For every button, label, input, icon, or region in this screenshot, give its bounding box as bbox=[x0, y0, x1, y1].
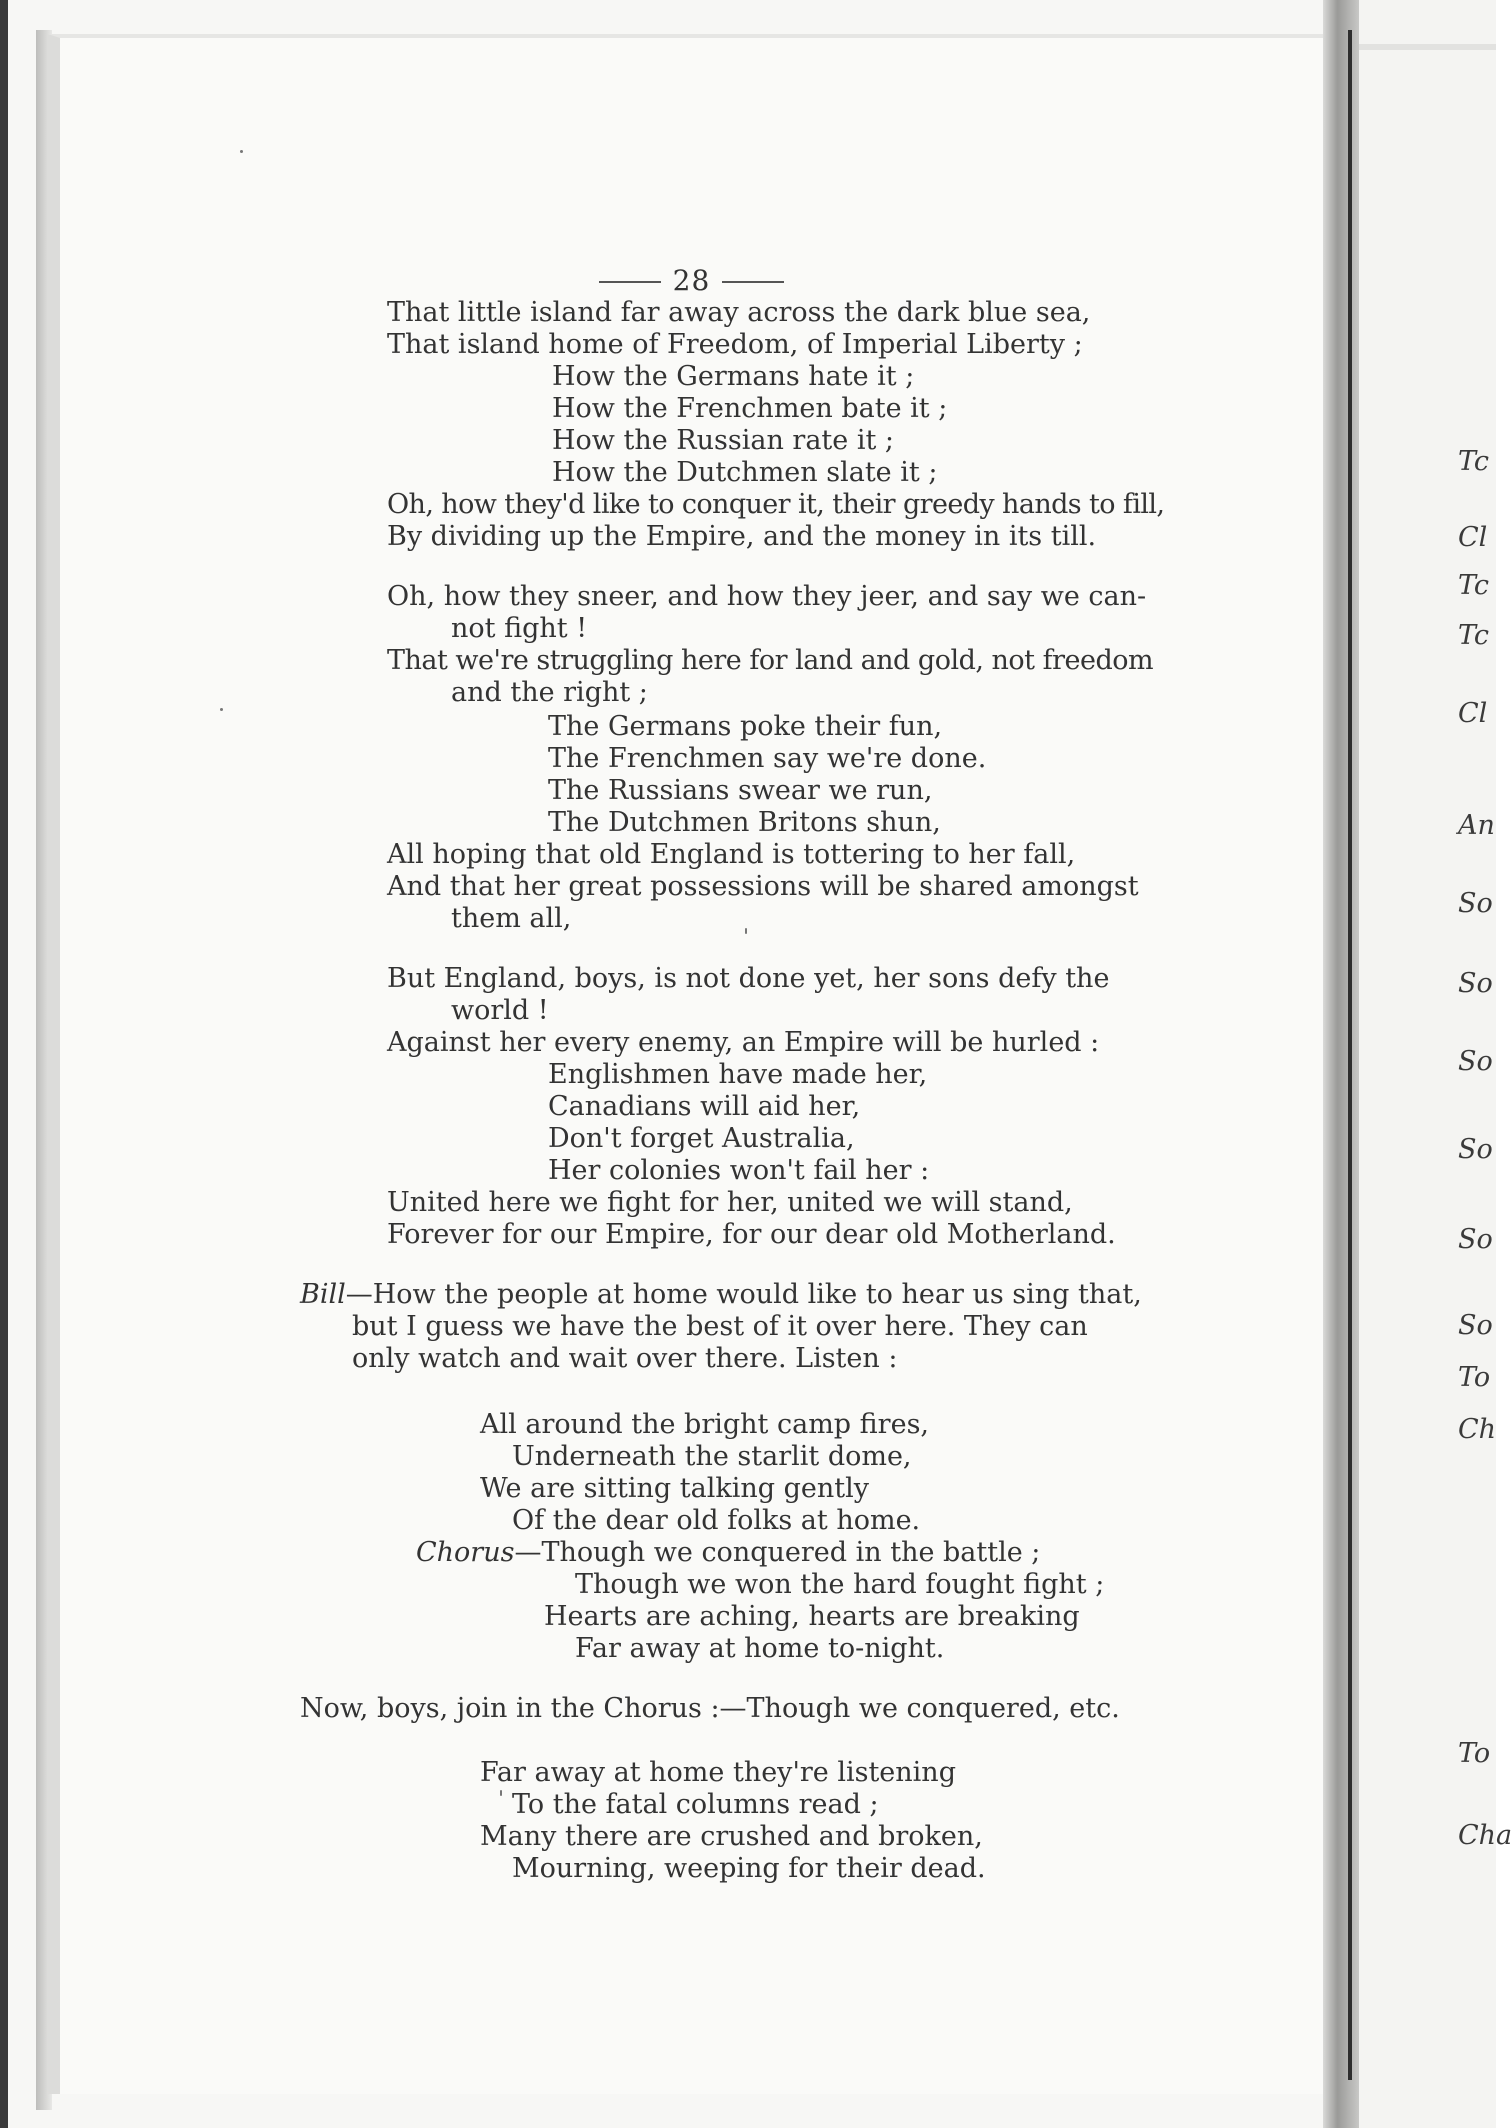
scan-left-border bbox=[0, 0, 8, 2128]
stanza1-line-6: How the Dutchmen slate it ; bbox=[552, 457, 938, 488]
scan-speck bbox=[220, 708, 223, 711]
stanza2-line-3: That we're struggling here for land and gold, not freedom bbox=[387, 645, 1154, 676]
stanza1-line-3: How the Germans hate it ; bbox=[552, 361, 915, 392]
right-fragment-15: To bbox=[1458, 1738, 1491, 1769]
stanza1-line-4: How the Frenchmen bate it ; bbox=[552, 393, 948, 424]
right-fragment-16: Cha bbox=[1458, 1820, 1512, 1851]
right-fragment-3: Tc bbox=[1458, 570, 1490, 601]
song2-line-1: Far away at home they're listening bbox=[480, 1757, 956, 1788]
stanza3-line-4: Englishmen have made her, bbox=[548, 1059, 928, 1090]
right-page-top-edge bbox=[1359, 44, 1496, 50]
stanza2-line-6: The Frenchmen say we're done. bbox=[548, 743, 987, 774]
dialogue-line-2: but I guess we have the best of it over here. They can bbox=[352, 1311, 1088, 1342]
stanza2-line-10: And that her great possessions will be shared amongst bbox=[387, 871, 1139, 902]
stanza1-line-5: How the Russian rate it ; bbox=[552, 425, 895, 456]
stanza1-line-8: By dividing up the Empire, and the money in its till. bbox=[387, 521, 1097, 552]
left-page bbox=[48, 34, 1323, 2094]
stanza3-line-3: Against her every enemy, an Empire will be hurled : bbox=[387, 1027, 1100, 1058]
stanza2-line-8: The Dutchmen Britons shun, bbox=[548, 807, 941, 838]
right-fragment-4: Tc bbox=[1458, 620, 1490, 651]
right-fragment-11: So bbox=[1458, 1224, 1493, 1255]
right-fragment-14: Ch bbox=[1458, 1414, 1497, 1445]
stanza2-line-11: them all, bbox=[451, 903, 572, 934]
scan-speck bbox=[240, 150, 243, 153]
scan-speck bbox=[500, 1790, 502, 1796]
right-fragment-9: So bbox=[1458, 1046, 1493, 1077]
song1-line-1: All around the bright camp fires, bbox=[480, 1409, 930, 1440]
stanza3-line-6: Don't forget Australia, bbox=[548, 1123, 855, 1154]
stanza2-line-7: The Russians swear we run, bbox=[548, 775, 933, 806]
stanza3-line-9: Forever for our Empire, for our dear old Motherland. bbox=[387, 1219, 1116, 1250]
poem-text bbox=[60, 38, 1323, 2094]
song2-line-3: Many there are crushed and broken, bbox=[480, 1821, 983, 1852]
stanza3-line-5: Canadians will aid her, bbox=[548, 1091, 861, 1122]
chorus-text-1: —Though we conquered in the battle ; bbox=[514, 1537, 1041, 1568]
right-fragment-12: So bbox=[1458, 1310, 1493, 1341]
right-fragment-2: Cl bbox=[1458, 522, 1488, 553]
stanza2-line-9: All hoping that old England is tottering to her fall, bbox=[387, 839, 1076, 870]
chorus-instruction: Now, boys, join in the Chorus :—Though we conquered, etc. bbox=[300, 1693, 1120, 1724]
right-fragment-6: An bbox=[1458, 810, 1495, 841]
song1-line-3: We are sitting talking gently bbox=[480, 1473, 869, 1504]
stanza2-line-5: The Germans poke their fun, bbox=[548, 711, 943, 742]
song1-line-2: Underneath the starlit dome, bbox=[512, 1441, 912, 1472]
chorus-line-1 bbox=[416, 1536, 1040, 1570]
right-fragment-10: So bbox=[1458, 1134, 1493, 1165]
gutter-dark-line bbox=[1348, 30, 1352, 2080]
stanza1-line-2: That island home of Freedom, of Imperial Liberty ; bbox=[387, 329, 1083, 360]
right-page-edge bbox=[1359, 0, 1512, 2128]
chorus-line-2: Though we won the hard fought fight ; bbox=[575, 1569, 1105, 1600]
chorus-label: Chorus bbox=[416, 1537, 515, 1568]
page-number-value: 28 bbox=[672, 264, 711, 297]
dialogue-text-1: —How the people at home would like to hear us sing that, bbox=[345, 1279, 1142, 1310]
dialogue-line-1 bbox=[300, 1278, 1142, 1312]
dialogue-line-3: only watch and wait over there. Listen : bbox=[352, 1343, 898, 1374]
stanza2-line-1: Oh, how they sneer, and how they jeer, and say we can- bbox=[387, 581, 1147, 612]
stanza3-line-2: world ! bbox=[451, 995, 549, 1026]
book-gutter bbox=[1323, 0, 1359, 2128]
song1-line-4: Of the dear old folks at home. bbox=[512, 1505, 921, 1536]
stanza3-line-8: United here we fight for her, united we will stand, bbox=[387, 1187, 1073, 1218]
stanza1-line-7: Oh, how they'd like to conquer it, their greedy hands to fill, bbox=[387, 489, 1165, 520]
song2-line-2: To the fatal columns read ; bbox=[512, 1789, 879, 1820]
dialogue-speaker: Bill bbox=[300, 1279, 346, 1310]
right-fragment-1: Tc bbox=[1458, 446, 1490, 477]
right-fragment-7: So bbox=[1458, 888, 1493, 919]
right-fragment-8: So bbox=[1458, 968, 1493, 999]
scan-speck bbox=[745, 928, 747, 934]
chorus-line-3: Hearts are aching, hearts are breaking bbox=[544, 1601, 1080, 1632]
right-fragment-13: To bbox=[1458, 1362, 1491, 1393]
stanza3-line-7: Her colonies won't fail her : bbox=[548, 1155, 930, 1186]
stanza1-line-1: That little island far away across the dark blue sea, bbox=[387, 297, 1091, 328]
stanza2-line-2: not fight ! bbox=[451, 613, 588, 644]
song2-line-4: Mourning, weeping for their dead. bbox=[512, 1853, 986, 1884]
stanza3-line-1: But England, boys, is not done yet, her sons defy the bbox=[387, 963, 1110, 994]
chorus-line-4: Far away at home to-night. bbox=[575, 1633, 945, 1664]
right-fragment-5: Cl bbox=[1458, 698, 1488, 729]
stanza2-line-4: and the right ; bbox=[451, 677, 648, 708]
